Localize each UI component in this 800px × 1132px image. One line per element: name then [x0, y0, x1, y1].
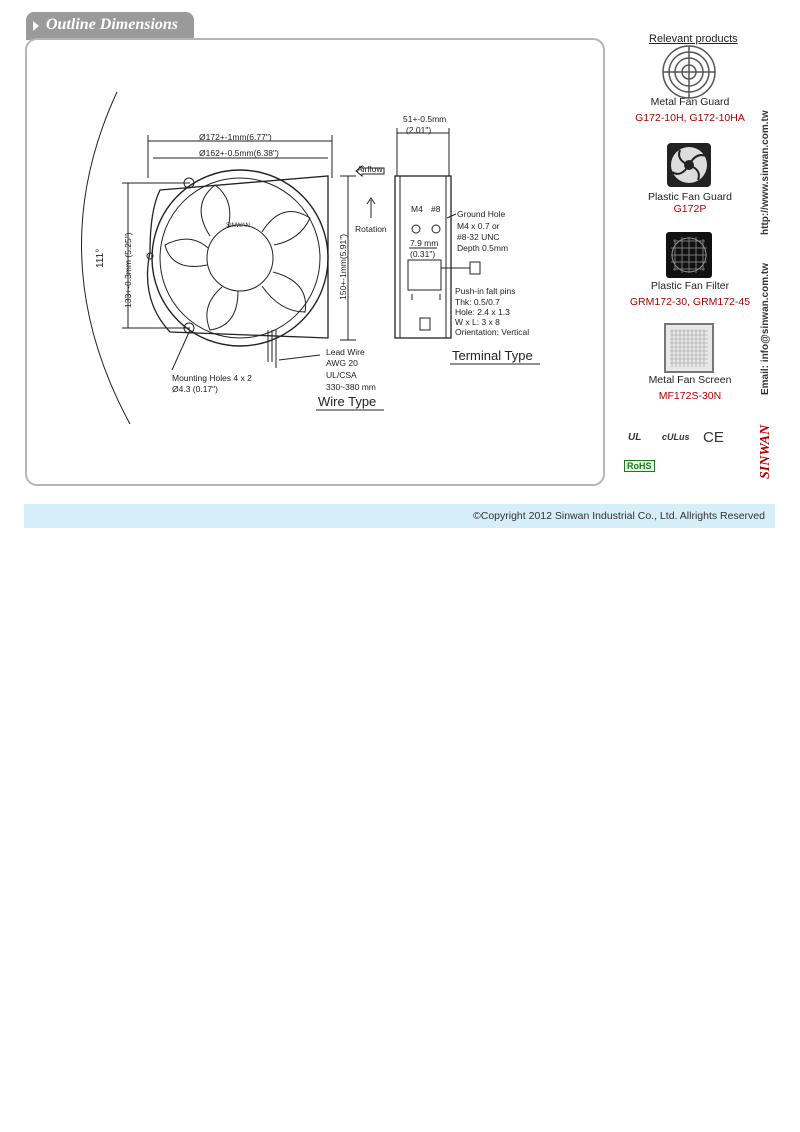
outline-drawing [0, 0, 600, 480]
contact-strip [752, 95, 774, 485]
mounting-holes-size: Ø4.3 (0.17") [172, 384, 219, 394]
push-pins-orientation: Orientation: Vertical [455, 327, 530, 337]
blade [165, 239, 208, 266]
height-dimension-label: 150+-1mm(5.91") [338, 233, 348, 300]
rotation-label: Rotation [355, 224, 387, 234]
airflow-label: Airflow [357, 164, 383, 174]
ul-icon: UL [628, 432, 642, 443]
cul-icon: cULus [662, 432, 690, 442]
copyright-text: ©Copyright 2012 Sinwan Industrial Co., Ltd. Allrights Reserved [473, 510, 765, 522]
footer-bar [24, 504, 775, 528]
depth-label: 51+-0.5mm [403, 114, 447, 124]
product-code-link[interactable]: G172P [673, 203, 707, 215]
lead-wire-awg: AWG 20 [326, 358, 358, 368]
push-pins-hole: Hole: 2.4 x 1.3 [455, 307, 510, 317]
lead-wire-cert: UL/CSA [326, 370, 357, 380]
pin-distance-inch: (0.31") [410, 249, 436, 259]
product-code-link[interactable]: GRM172-30, GRM172-45 [629, 296, 751, 308]
metal-fan-guard-image[interactable] [661, 44, 717, 100]
push-pins-wl: W x L: 3 x 8 [455, 317, 500, 327]
section-title: Outline Dimensions [46, 16, 179, 33]
n8-label: #8 [431, 204, 441, 214]
ce-icon: CE [703, 429, 724, 446]
depth-inch-label: (2.01") [406, 125, 432, 135]
fan-hub [207, 225, 273, 291]
plastic-fan-filter-image[interactable] [665, 231, 713, 279]
blade [262, 272, 306, 312]
m4-label: M4 [411, 204, 423, 214]
website-link[interactable]: http://www.sinwan.com.tw [760, 110, 771, 235]
push-pins-label: Push-in falt pins [455, 286, 516, 296]
ground-hole-label: Ground Hole [457, 209, 506, 219]
product-name: Plastic Fan Filter [650, 280, 730, 292]
ground-hole-unc: #8-32 UNC [457, 232, 500, 242]
outer-dimension-label: Ø172+-1mm(6.77") [199, 132, 272, 142]
blade [262, 212, 310, 245]
metal-fan-screen-image[interactable] [664, 323, 714, 373]
brand-logo: SINWAN [758, 424, 773, 479]
lead-wire-label: Lead Wire [326, 347, 365, 357]
inner-dimension-label: Ø162+-0.5mm(6.38") [199, 148, 279, 158]
push-pins-thk: Thk: 0.5/0.7 [455, 297, 500, 307]
relevant-products-title: Relevant products [649, 33, 738, 45]
blade [207, 287, 238, 330]
pin-distance-mm: 7.9 mm [410, 238, 439, 248]
product-code-link[interactable]: MF172S-30N [658, 390, 722, 402]
terminal-type-title: Terminal Type [452, 348, 533, 363]
arc-dimension-label: 111° [95, 248, 106, 268]
fan-ring-inner [160, 178, 320, 338]
product-name: Metal Fan Guard [650, 96, 730, 108]
wire-type-title: Wire Type [318, 394, 377, 409]
fan-ring-outer [152, 170, 328, 346]
fan-frame [148, 176, 329, 338]
product-name: Metal Fan Screen [648, 374, 732, 386]
rohs-icon: RoHS [624, 460, 655, 472]
email-link[interactable]: Email: info@sinwan.com.tw [760, 263, 771, 395]
plastic-fan-guard-image[interactable] [666, 142, 712, 188]
mounting-holes-label: Mounting Holes 4 x 2 [172, 373, 252, 383]
ground-hole-depth: Depth 0.5mm [457, 243, 509, 253]
product-code-link[interactable]: G172-10H, G172-10HA [635, 112, 745, 124]
ground-hole-m4: M4 x 0.7 or [457, 221, 500, 231]
hole-spacing-label: 133+-0.3mm (5.25") [123, 232, 133, 308]
lead-wire-length: 330~380 mm [326, 382, 376, 392]
product-name: Plastic Fan Guard [647, 191, 733, 203]
brand-mark-label: SINWAN [226, 223, 250, 229]
